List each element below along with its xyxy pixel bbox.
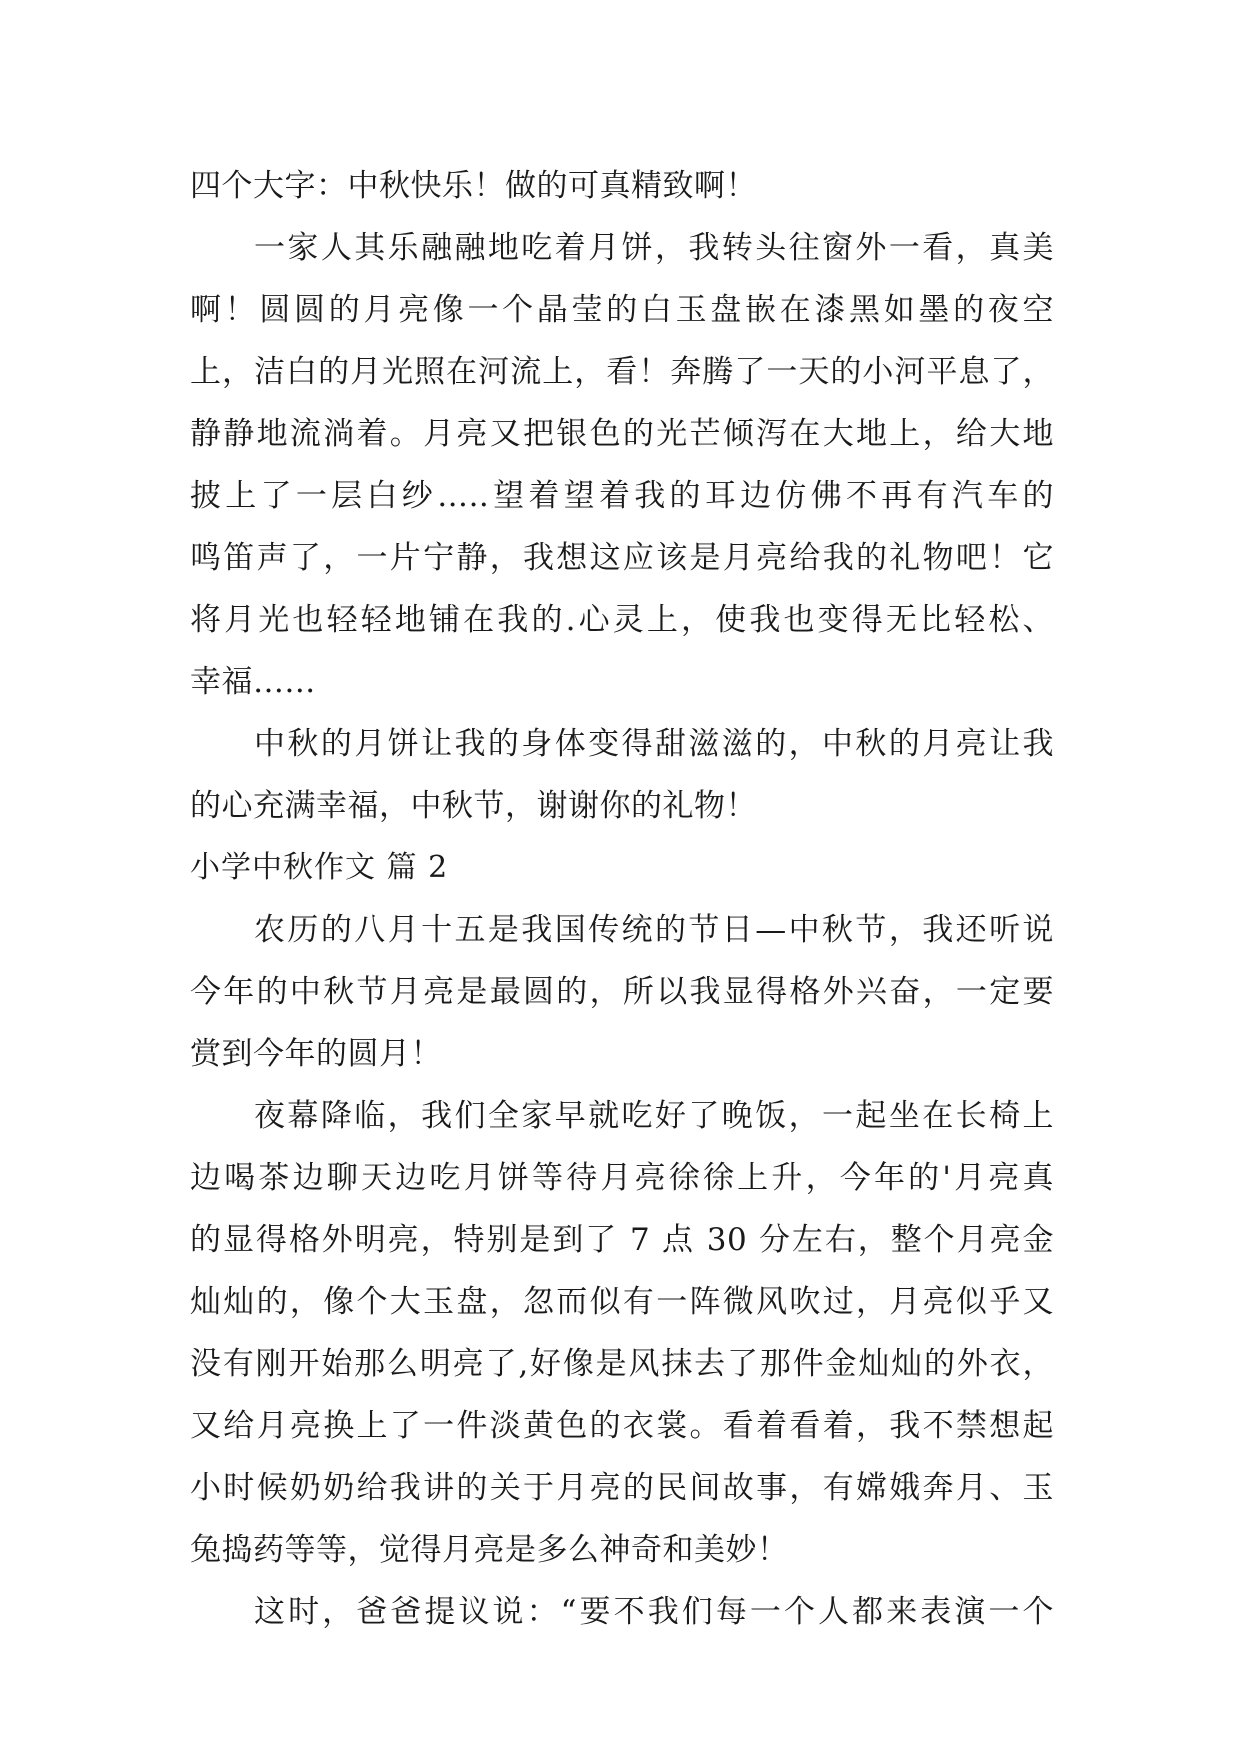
text-line: 披上了一层白纱…..望着望着我的耳边仿佛不再有汽车的 bbox=[190, 478, 1054, 514]
text-line: 啊！圆圆的月亮像一个晶莹的白玉盘嵌在漆黑如墨的夜空 bbox=[190, 292, 1054, 328]
text-line: 灿灿的，像个大玉盘，忽而似有一阵微风吹过，月亮似乎又 bbox=[190, 1284, 1054, 1320]
paragraph bbox=[190, 1085, 1054, 1581]
text-line: 又给月亮换上了一件淡黄色的衣裳。看着看着，我不禁想起 bbox=[190, 1408, 1054, 1444]
text-line: 夜幕降临，我们全家早就吃好了晚饭，一起坐在长椅上 bbox=[254, 1098, 1054, 1134]
text-line: 幸福…... bbox=[190, 664, 316, 700]
section-heading: 小学中秋作文 篇 2 bbox=[190, 850, 449, 885]
text-line: 四个大字：中秋快乐！做的可真精致啊！ bbox=[190, 168, 757, 204]
text-line: 今年的中秋节月亮是最圆的，所以我显得格外兴奋，一定要 bbox=[190, 974, 1054, 1010]
paragraph bbox=[190, 713, 1054, 837]
text-line: 将月光也轻轻地铺在我的.心灵上，使我也变得无比轻松、 bbox=[190, 602, 1054, 638]
text-line: 静静地流淌着。月亮又把银色的光芒倾泻在大地上，给大地 bbox=[190, 416, 1054, 452]
document-page bbox=[190, 155, 1054, 1643]
text-line: 这时，爸爸提议说：“要不我们每一个人都来表演一个 bbox=[254, 1594, 1054, 1630]
text-line: 小时候奶奶给我讲的关于月亮的民间故事，有嫦娥奔月、玉 bbox=[190, 1470, 1054, 1506]
text-line: 的显得格外明亮，特别是到了 7 点 30 分左右，整个月亮金 bbox=[190, 1222, 1054, 1258]
paragraph bbox=[190, 155, 1054, 217]
text-line: 农历的八月十五是我国传统的节日—中秋节，我还听说 bbox=[254, 912, 1054, 948]
text-line: 鸣笛声了，一片宁静，我想这应该是月亮给我的礼物吧！它 bbox=[190, 540, 1054, 576]
paragraph bbox=[190, 1581, 1054, 1643]
text-line: 赏到今年的圆月！ bbox=[190, 1036, 442, 1072]
paragraph bbox=[190, 217, 1054, 713]
text-line: 的心充满幸福，中秋节，谢谢你的礼物！ bbox=[190, 788, 757, 824]
text-line: 边喝茶边聊天边吃月饼等待月亮徐徐上升，今年的'月亮真 bbox=[190, 1160, 1054, 1196]
text-line: 没有刚开始那么明亮了,好像是风抹去了那件金灿灿的外衣， bbox=[190, 1346, 1054, 1382]
text-line: 中秋的月饼让我的身体变得甜滋滋的，中秋的月亮让我 bbox=[254, 726, 1054, 762]
text-line: 兔捣药等等，觉得月亮是多么神奇和美妙！ bbox=[190, 1532, 789, 1568]
text-line: 一家人其乐融融地吃着月饼，我转头往窗外一看，真美 bbox=[254, 230, 1054, 266]
text-line: 上，洁白的月光照在河流上，看！奔腾了一天的小河平息了， bbox=[190, 354, 1054, 390]
paragraph bbox=[190, 899, 1054, 1085]
